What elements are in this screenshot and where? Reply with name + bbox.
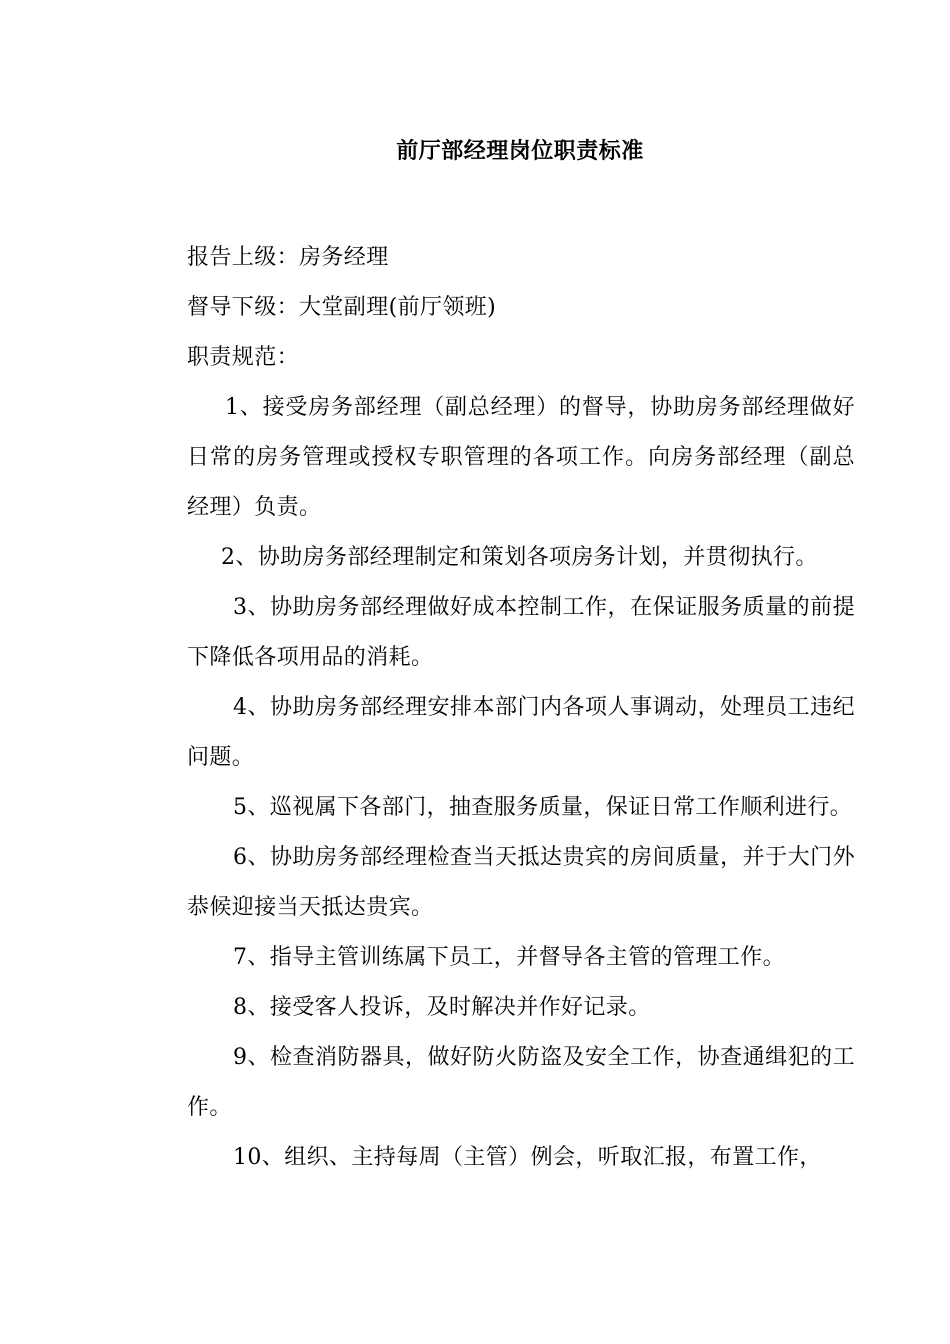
document-body xyxy=(187,233,855,1183)
duties-heading: 职责规范： xyxy=(187,345,300,370)
duty-item-3: 3、协助房务部经理做好成本控制工作，在保证服务质量的前提下降低各项用品的消耗。 xyxy=(187,595,855,670)
duty-item-1: 1、接受房务部经理（副总经理）的督导，协助房务部经理做好日常的房务管理或授权专职管理的各项工作。向房务部经理（副总经理）负责。 xyxy=(187,395,855,520)
duty-item-8: 8、接受客人投诉，及时解决并作好记录。 xyxy=(233,995,651,1020)
duty-item-9: 9、检查消防器具，做好防火防盗及安全工作，协查通缉犯的工作。 xyxy=(187,1045,855,1120)
report-to-line: 报告上级：房务经理 xyxy=(187,245,389,270)
document-title: 前厅部经理岗位职责标准 xyxy=(396,138,644,164)
duty-item-4: 4、协助房务部经理安排本部门内各项人事调动，处理员工违纪问题。 xyxy=(187,695,855,770)
duty-item-10: 10、组织、主持每周（主管）例会，听取汇报，布置工作， xyxy=(233,1145,822,1170)
duty-item-7: 7、指导主管训练属下员工，并督导各主管的管理工作。 xyxy=(233,945,785,970)
duty-item-6: 6、协助房务部经理检查当天抵达贵宾的房间质量，并于大门外恭候迎接当天抵达贵宾。 xyxy=(187,845,855,920)
duty-item-5: 5、巡视属下各部门，抽查服务质量，保证日常工作顺利进行。 xyxy=(233,795,853,820)
supervise-line: 督导下级：大堂副理(前厅领班) xyxy=(187,295,497,320)
duty-item-2: 2、协助房务部经理制定和策划各项房务计划，并贯彻执行。 xyxy=(221,545,818,570)
